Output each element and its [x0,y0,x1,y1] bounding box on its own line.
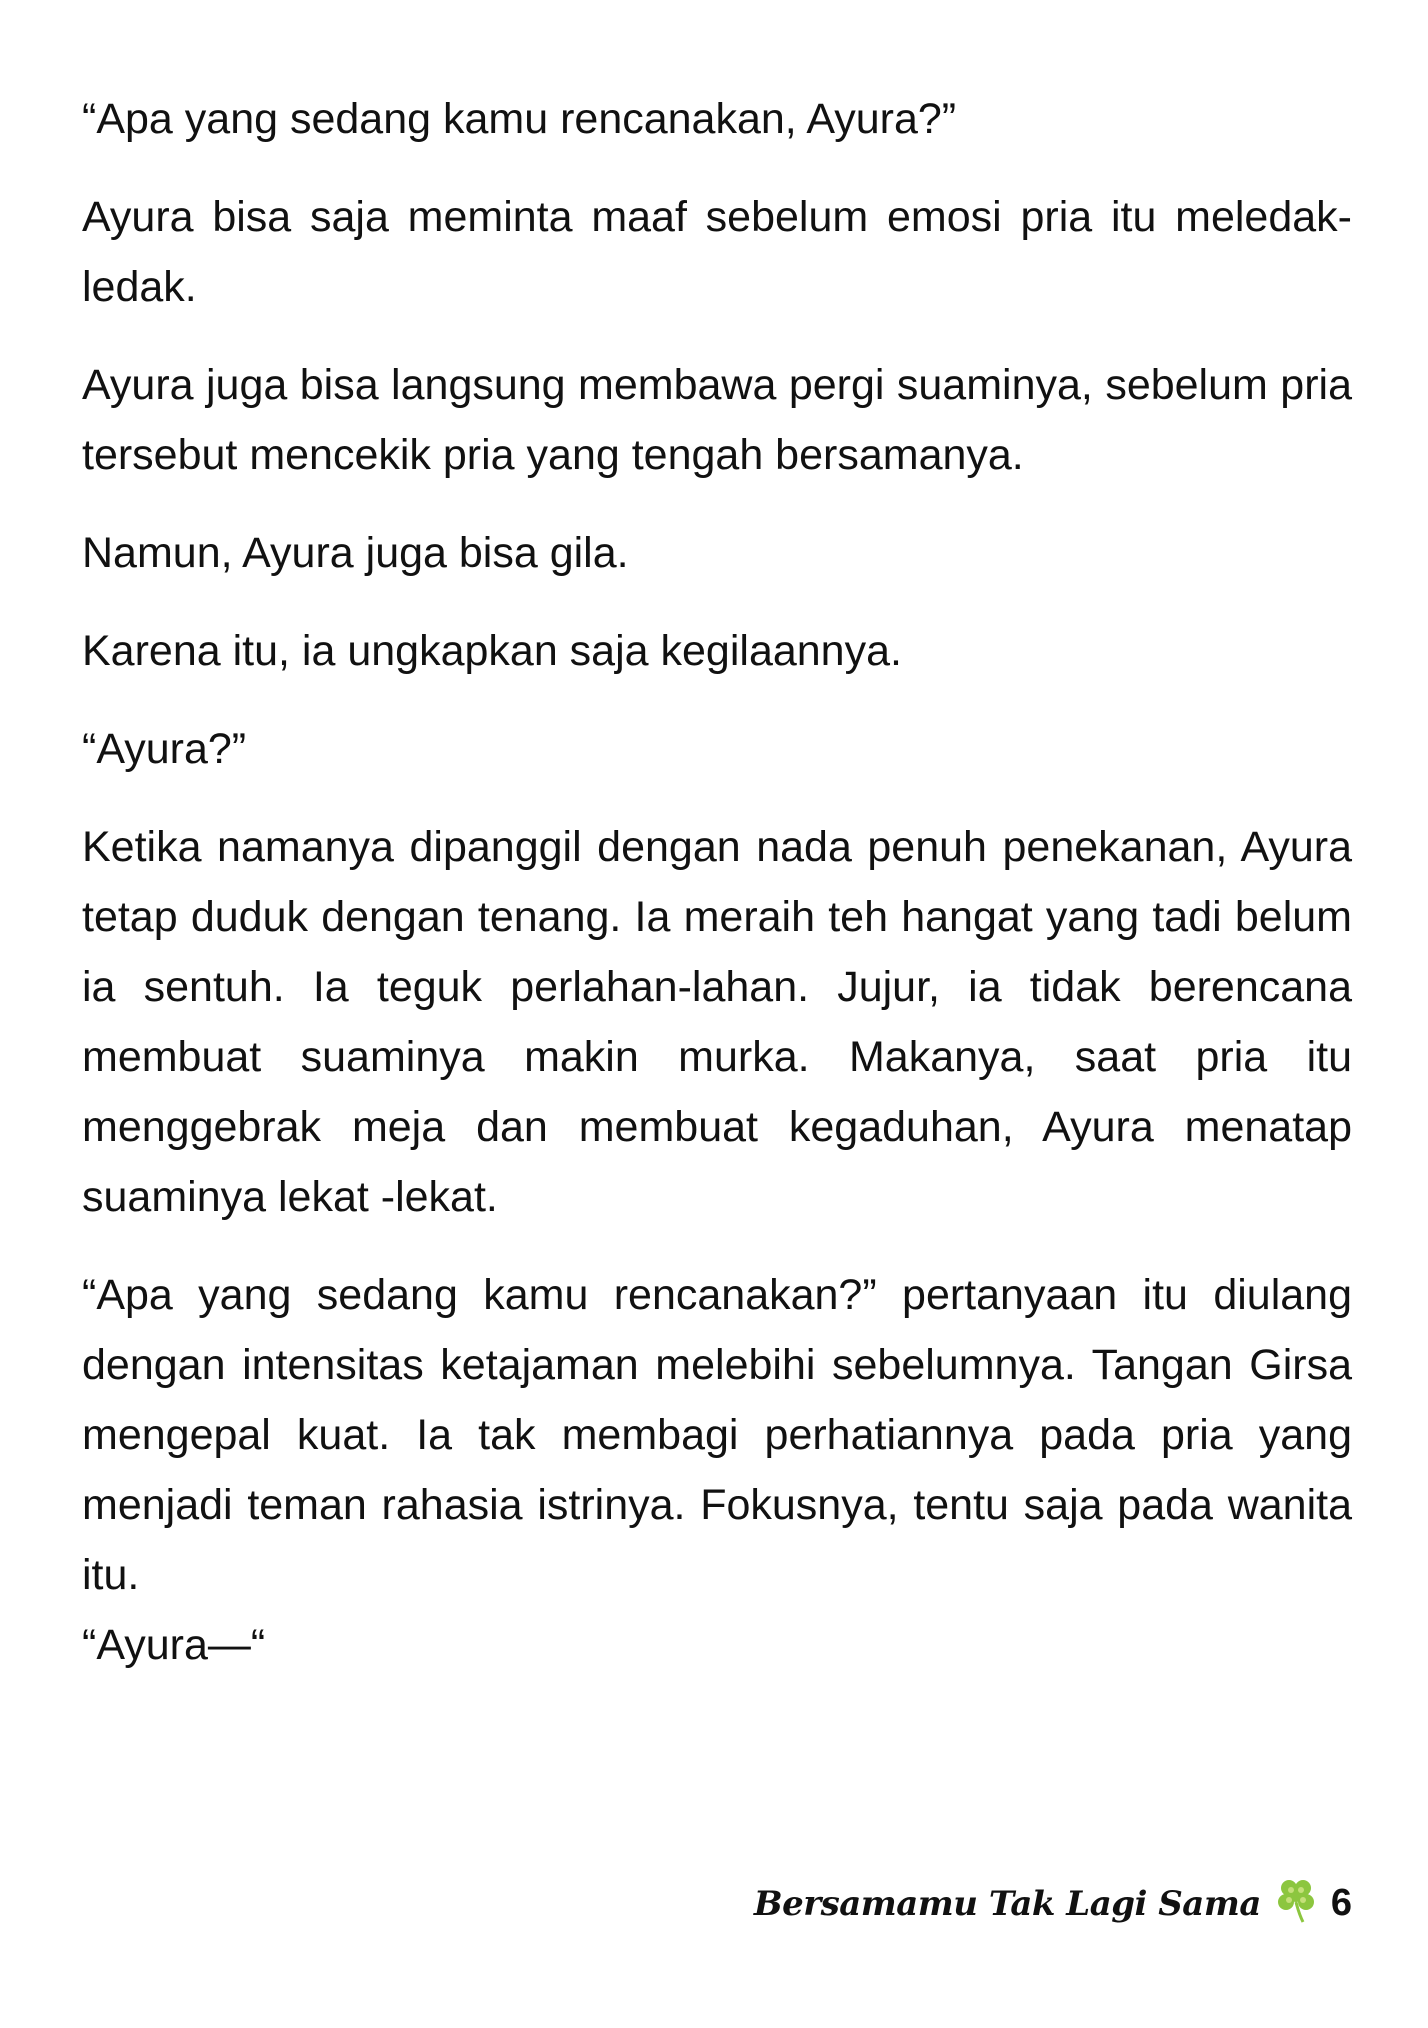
book-title: Bersamamu Tak Lagi Sama [753,1883,1261,1924]
page-number: 6 [1330,1882,1352,1924]
page-body [82,84,1352,1708]
four-leaf-clover-icon [1275,1878,1317,1929]
paragraph: Ayura juga bisa langsung membawa pergi suaminya, sebelum pria tersebut mencekik pria yang tengah bersamanya. [82,361,1352,479]
paragraph: “Apa yang sedang kamu rencanakan?” pertanyaan itu diulang dengan intensitas ketajaman melebihi sebelumnya. Tangan Girsa mengepal kuat. Ia tak membagi perhatiannya pada pria yang menjadi teman rahasia istrinya. Fokusnya, tentu saja pada wanita itu. [82,1271,1352,1599]
paragraph: “Apa yang sedang kamu rencanakan, Ayura?” [82,95,957,143]
paragraph: Ketika namanya dipanggil dengan nada penuh penekanan, Ayura tetap duduk dengan tenang. Ia meraih teh hangat yang tadi belum ia sentuh. Ia teguk perlahan-lahan. Jujur, ia tidak berencana membuat suaminya makin murka. Makanya, saat pria itu menggebrak meja dan membuat kegaduhan, Ayura menatap suaminya lekat -lekat. [82,823,1352,1221]
page-footer [754,1878,1352,1929]
paragraph: Karena itu, ia ungkapkan saja kegilaannya. [82,627,902,675]
paragraph: Namun, Ayura juga bisa gila. [82,529,629,577]
paragraph: “Ayura—“ [82,1621,266,1669]
paragraph: “Ayura?” [82,725,247,773]
paragraph: Ayura bisa saja meminta maaf sebelum emosi pria itu meledak-ledak. [82,193,1352,311]
